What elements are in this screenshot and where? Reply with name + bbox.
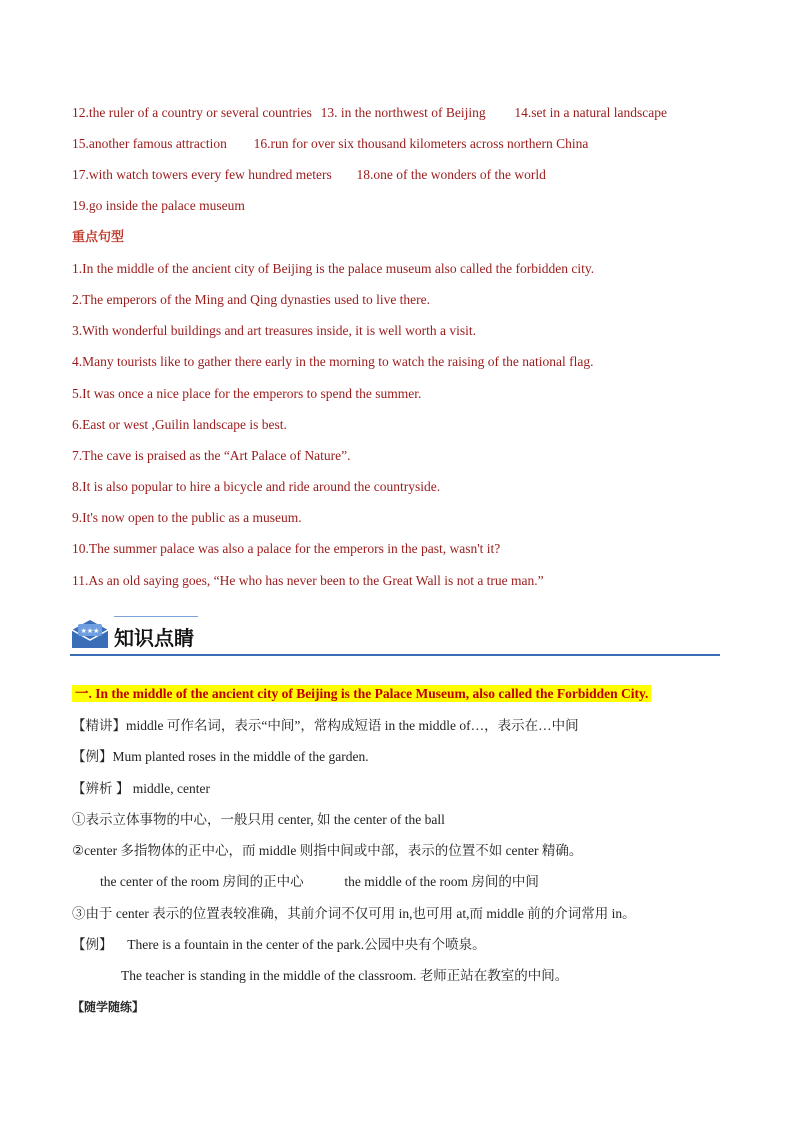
- phrase-13: 13. in the northwest of Beijing: [320, 105, 486, 120]
- phrase-row-1: [72, 104, 667, 122]
- example-2-b: The teacher is standing in the middle of the classroom. 老师正站在教室的中间。: [121, 968, 569, 983]
- point-1-title: 一. In the middle of the ancient city of Beijing is the Palace Museum, also called the Forbidden City.: [72, 685, 651, 702]
- point-1-pair-row: [100, 873, 539, 891]
- point-1-explain: 【精讲】middle 可作名词，表示“中间”，常构成短语 in the middle of…，表示在…中间: [72, 718, 579, 733]
- envelope-icon: [70, 616, 110, 650]
- section-title: 知识点睛: [114, 626, 194, 650]
- section-banner: [70, 612, 720, 656]
- sentence-10: 10.The summer palace was also a palace for the emperors in the past, wasn't it?: [72, 541, 501, 556]
- example-2-a: There is a fountain in the center of the park.公园中央有个喷泉。: [127, 937, 486, 952]
- phrase-row-4: [72, 197, 245, 215]
- sentence-1: 1.In the middle of the ancient city of Beijing is the palace museum also called the forbidden city.: [72, 261, 595, 276]
- sentence-9: 9.It's now open to the public as a museum.: [72, 510, 302, 525]
- phrase-17: 17.with watch towers every few hundred meters: [72, 167, 332, 182]
- phrase-row-3: [72, 166, 546, 184]
- sentences-heading: 重点句型: [72, 230, 125, 245]
- phrase-16: 16.run for over six thousand kilometers across northern China: [253, 136, 589, 151]
- banner-rule: [70, 654, 720, 656]
- phrase-14: 14.set in a natural landscape: [514, 105, 667, 120]
- sentence-6: 6.East or west ,Guilin landscape is best.: [72, 417, 287, 432]
- point-1-item-2: ②center 多指物体的正中心，而 middle 则指中间或中部，表示的位置不如 center 精确。: [72, 843, 583, 858]
- practice-label: 【随学随练】: [72, 1000, 145, 1014]
- sentence-4: 4.Many tourists like to gather there early in the morning to watch the raising of the national flag.: [72, 354, 594, 369]
- phrase-18: 18.one of the wonders of the world: [356, 167, 546, 182]
- point-1-example: 【例】Mum planted roses in the middle of the garden.: [72, 749, 369, 764]
- example-2-label: 【例】: [72, 937, 113, 952]
- sentence-8: 8.It is also popular to hire a bicycle and ride around the countryside.: [72, 479, 441, 494]
- svg-text:★★★: ★★★: [80, 627, 100, 635]
- pair-middle: the middle of the room 房间的中间: [344, 874, 539, 889]
- sentence-7: 7.The cave is praised as the “Art Palace of Nature”.: [72, 448, 351, 463]
- point-1-analysis: 【辨析 】 middle, center: [72, 781, 210, 796]
- pair-center: the center of the room 房间的正中心: [100, 874, 304, 889]
- phrase-12: 12.the ruler of a country or several countries: [72, 105, 312, 120]
- point-1-item-1: ①表示立体事物的中心，一般只用 center, 如 the center of the ball: [72, 812, 445, 827]
- phrase-15: 15.another famous attraction: [72, 136, 227, 151]
- sentence-3: 3.With wonderful buildings and art treasures inside, it is well worth a visit.: [72, 323, 477, 338]
- point-1-example-2-row: [72, 936, 486, 954]
- point-1-title-row: [72, 685, 651, 703]
- point-1-item-3: ③由于 center 表示的位置表较准确，其前介词不仅可用 in,也可用 at,而 middle 前的介词常用 in。: [72, 906, 636, 921]
- sentence-11: 11.As an old saying goes, “He who has never been to the Great Wall is not a true man.”: [72, 573, 544, 588]
- sentence-5: 5.It was once a nice place for the emperors to spend the summer.: [72, 386, 422, 401]
- phrase-19: 19.go inside the palace museum: [72, 198, 245, 213]
- banner-top-line: [114, 616, 198, 617]
- phrase-row-2: [72, 135, 588, 153]
- sentence-2: 2.The emperors of the Ming and Qing dynasties used to live there.: [72, 292, 431, 307]
